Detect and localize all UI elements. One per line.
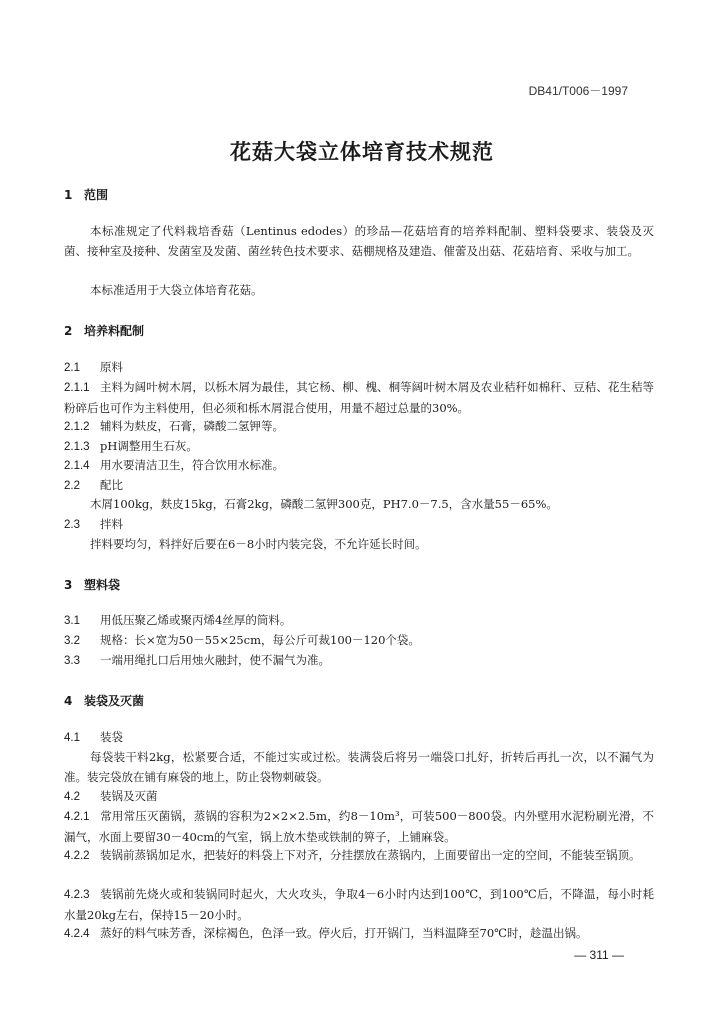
section-title: 塑料袋 — [84, 578, 121, 592]
clause-2-1-2 — [64, 417, 654, 438]
clause-text: 配比 — [100, 478, 123, 492]
clause-2-2 — [64, 476, 654, 497]
clause-2-1-1 — [64, 378, 654, 418]
page-number: — 311 — — [574, 948, 624, 962]
mixing-paragraph: 拌料要均匀，料拌好后要在6－8小时内装完袋，不允许延长时间。 — [90, 537, 427, 551]
clause-3-3 — [64, 651, 654, 672]
clause-number: 2.1.2 — [64, 421, 90, 433]
section-1-heading — [64, 186, 108, 203]
clause-text: 辅料为麸皮，石膏，磷酸二氢钾等。 — [100, 419, 284, 433]
bagging-paragraph: 每袋装干料2kg，松紧要合适，不能过实或过松。装满袋后将另一端袋口扎好，折转后再扎一次，以不漏气为准。装完袋放在铺有麻袋的地上，防止袋物刺破袋。 — [64, 750, 654, 784]
section-number: 3 — [64, 578, 73, 592]
clause-text: 装锅前先烧火或和装锅同时起火，大火攻头，争取4－6小时内达到100℃，到100℃后，不降温，每小时耗水量20kg左右，保持15－20小时。 — [64, 887, 654, 922]
clause-4-2 — [64, 787, 654, 808]
clause-number: 4.2 — [64, 791, 80, 803]
section-4-heading — [64, 692, 144, 709]
clause-2-3 — [64, 515, 654, 536]
clause-text: 装袋 — [100, 730, 123, 744]
document-title: 花菇大袋立体培育技术规范 — [230, 140, 494, 164]
clause-text: 一端用绳扎口后用烛火融封，使不漏气为准。 — [100, 653, 330, 667]
section-2-heading — [64, 322, 144, 339]
ratio-paragraph: 木屑100kg，麸皮15kg，石膏2kg，磷酸二氢钾300克，PH7.0－7.5，含水量55－65%。 — [90, 497, 558, 511]
section-number: 4 — [64, 694, 73, 708]
scope-applicability: 本标准适用于大袋立体培育花菇。 — [90, 283, 263, 297]
clause-2-1-3 — [64, 437, 654, 458]
section-number: 1 — [64, 188, 73, 202]
clause-number: 4.2.4 — [64, 928, 90, 940]
clause-number: 4.2.2 — [64, 850, 90, 862]
section-title: 范围 — [84, 188, 109, 202]
clause-number: 2.1.1 — [64, 382, 90, 394]
scope-paragraph: 本标准规定了代料栽培香菇（Lentinus edodes）的珍品—花菇培育的培养料配制、塑料袋要求、装袋及灭菌、接种室及接种、发菌室及发菌、菌丝转色技术要求、菇棚规格及建造、催蕾及出菇、花菇培育、采收与加工。 — [64, 224, 654, 258]
clause-text: 用水要清洁卫生，符合饮用水标准。 — [100, 458, 284, 472]
clause-number: 3.3 — [64, 655, 80, 667]
clause-number: 2.3 — [64, 519, 80, 531]
clause-text: 常用常压灭菌锅，蒸锅的容积为2×2×2.5m，约8－10m³，可装500－800袋。内外壁用水泥粉刷光滑，不漏气，水面上要留30－40cm的气室，锅上放木垫或铁制的箅子，上铺麻袋。 — [64, 809, 654, 844]
clause-number: 2.1.3 — [64, 441, 90, 453]
clause-2-1 — [64, 358, 654, 379]
clause-text: 拌料 — [100, 517, 123, 531]
clause-number: 2.1 — [64, 362, 80, 374]
clause-4-2-2 — [64, 846, 654, 867]
clause-text: 原料 — [100, 360, 123, 374]
clause-4-1 — [64, 728, 654, 749]
section-title: 培养料配制 — [84, 324, 145, 338]
clause-text: 用低压聚乙烯或聚丙烯4丝厚的筒料。 — [100, 613, 292, 627]
clause-2-1-4 — [64, 456, 654, 477]
clause-text: 蒸好的料气味芳香，深棕褐色，色泽一致。停火后，打开锅门，当料温降至70℃时，趁温出锅。 — [100, 926, 588, 940]
clause-number: 2.2 — [64, 480, 80, 492]
clause-number: 4.2.1 — [64, 811, 90, 823]
clause-4-2-4 — [64, 924, 654, 945]
clause-number: 4.1 — [64, 732, 80, 744]
section-number: 2 — [64, 324, 73, 338]
clause-4-2-1 — [64, 807, 654, 847]
clause-text: pH调整用生石灰。 — [100, 439, 198, 453]
clause-number: 3.1 — [64, 615, 80, 627]
clause-number: 3.2 — [64, 635, 80, 647]
standard-code: DB41/T006－1997 — [528, 84, 628, 98]
section-3-heading — [64, 576, 120, 593]
clause-3-1 — [64, 611, 654, 632]
clause-4-2-3 — [64, 885, 654, 925]
clause-3-2 — [64, 631, 654, 652]
clause-text: 规格：长×宽为50－55×25cm，每公斤可裁100－120个袋。 — [100, 633, 420, 647]
section-title: 装袋及灭菌 — [84, 694, 145, 708]
clause-text: 主料为阔叶树木屑，以栎木屑为最佳，其它杨、柳、槐、桐等阔叶树木屑及农业秸秆如棉秆、豆秸、花生秸等粉碎后也可作为主料使用，但必须和栎木屑混合使用，用量不超过总量的30%。 — [64, 380, 654, 415]
clause-number: 2.1.4 — [64, 460, 90, 472]
clause-number: 4.2.3 — [64, 889, 90, 901]
clause-text: 装锅前蒸锅加足水，把装好的料袋上下对齐，分挂摆放在蒸锅内，上面要留出一定的空间，不能装至锅顶。 — [100, 848, 641, 862]
clause-text: 装锅及灭菌 — [100, 789, 158, 803]
